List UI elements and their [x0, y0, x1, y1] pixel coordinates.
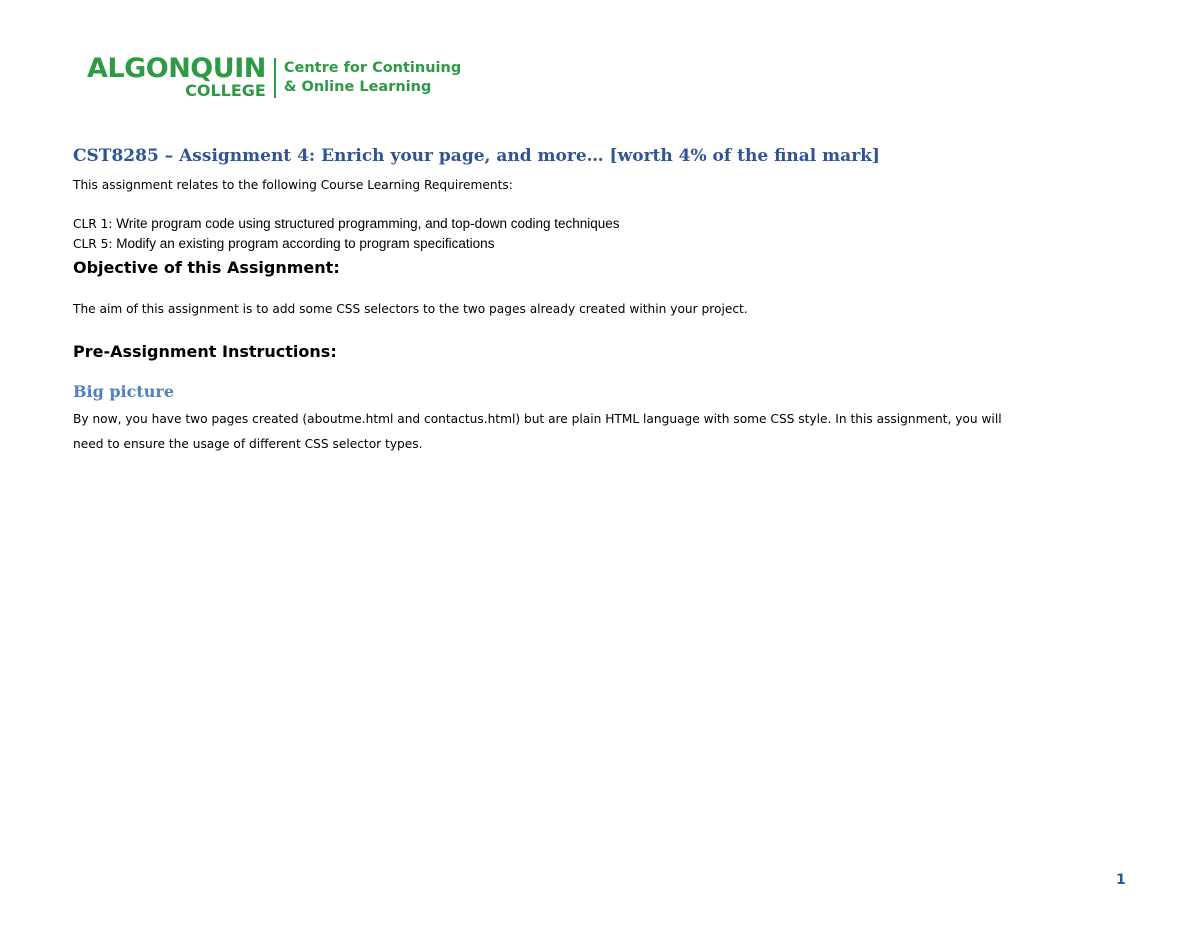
big-picture-line-2: need to ensure the usage of different CSS selector types. — [73, 437, 423, 451]
clr-label-2: CLR 5: — [73, 237, 113, 251]
logo-division-line2: & Online Learning — [283, 79, 432, 95]
pre-assignment-heading: Pre-Assignment Instructions: — [73, 342, 337, 361]
logo-division-line1: Centre for Continuing — [283, 60, 462, 76]
objective-text: The aim of this assignment is to add some CSS selectors to the two pages already created within your project. — [73, 302, 748, 316]
big-picture-heading: Big picture — [73, 382, 174, 401]
logo-wordmark-block — [87, 52, 266, 100]
clr-label-1: CLR 1: — [73, 217, 113, 231]
clr-item-2 — [73, 236, 494, 251]
document-title: CST8285 – Assignment 4: Enrich your page, and more… [worth 4% of the final mark] — [73, 146, 880, 166]
logo-divider — [274, 58, 276, 98]
objective-heading: Objective of this Assignment: — [73, 258, 340, 277]
logo-division — [284, 59, 461, 97]
intro-text: This assignment relates to the following Course Learning Requirements: — [73, 178, 513, 192]
page-number: 1 — [1116, 872, 1126, 888]
clr-item-1 — [73, 216, 620, 231]
clr-text-1: Write program code using structured programming, and top-down coding techniques — [112, 216, 620, 231]
logo-subword: COLLEGE — [185, 80, 266, 100]
college-logo — [87, 52, 462, 100]
big-picture-line-1: By now, you have two pages created (aboutme.html and contactus.html) but are plain HTML language with some CSS style. In this assignment, you will — [73, 412, 1002, 426]
clr-text-2: Modify an existing program according to program specifications — [112, 236, 495, 251]
logo-wordmark: ALGONQUIN — [87, 52, 266, 84]
